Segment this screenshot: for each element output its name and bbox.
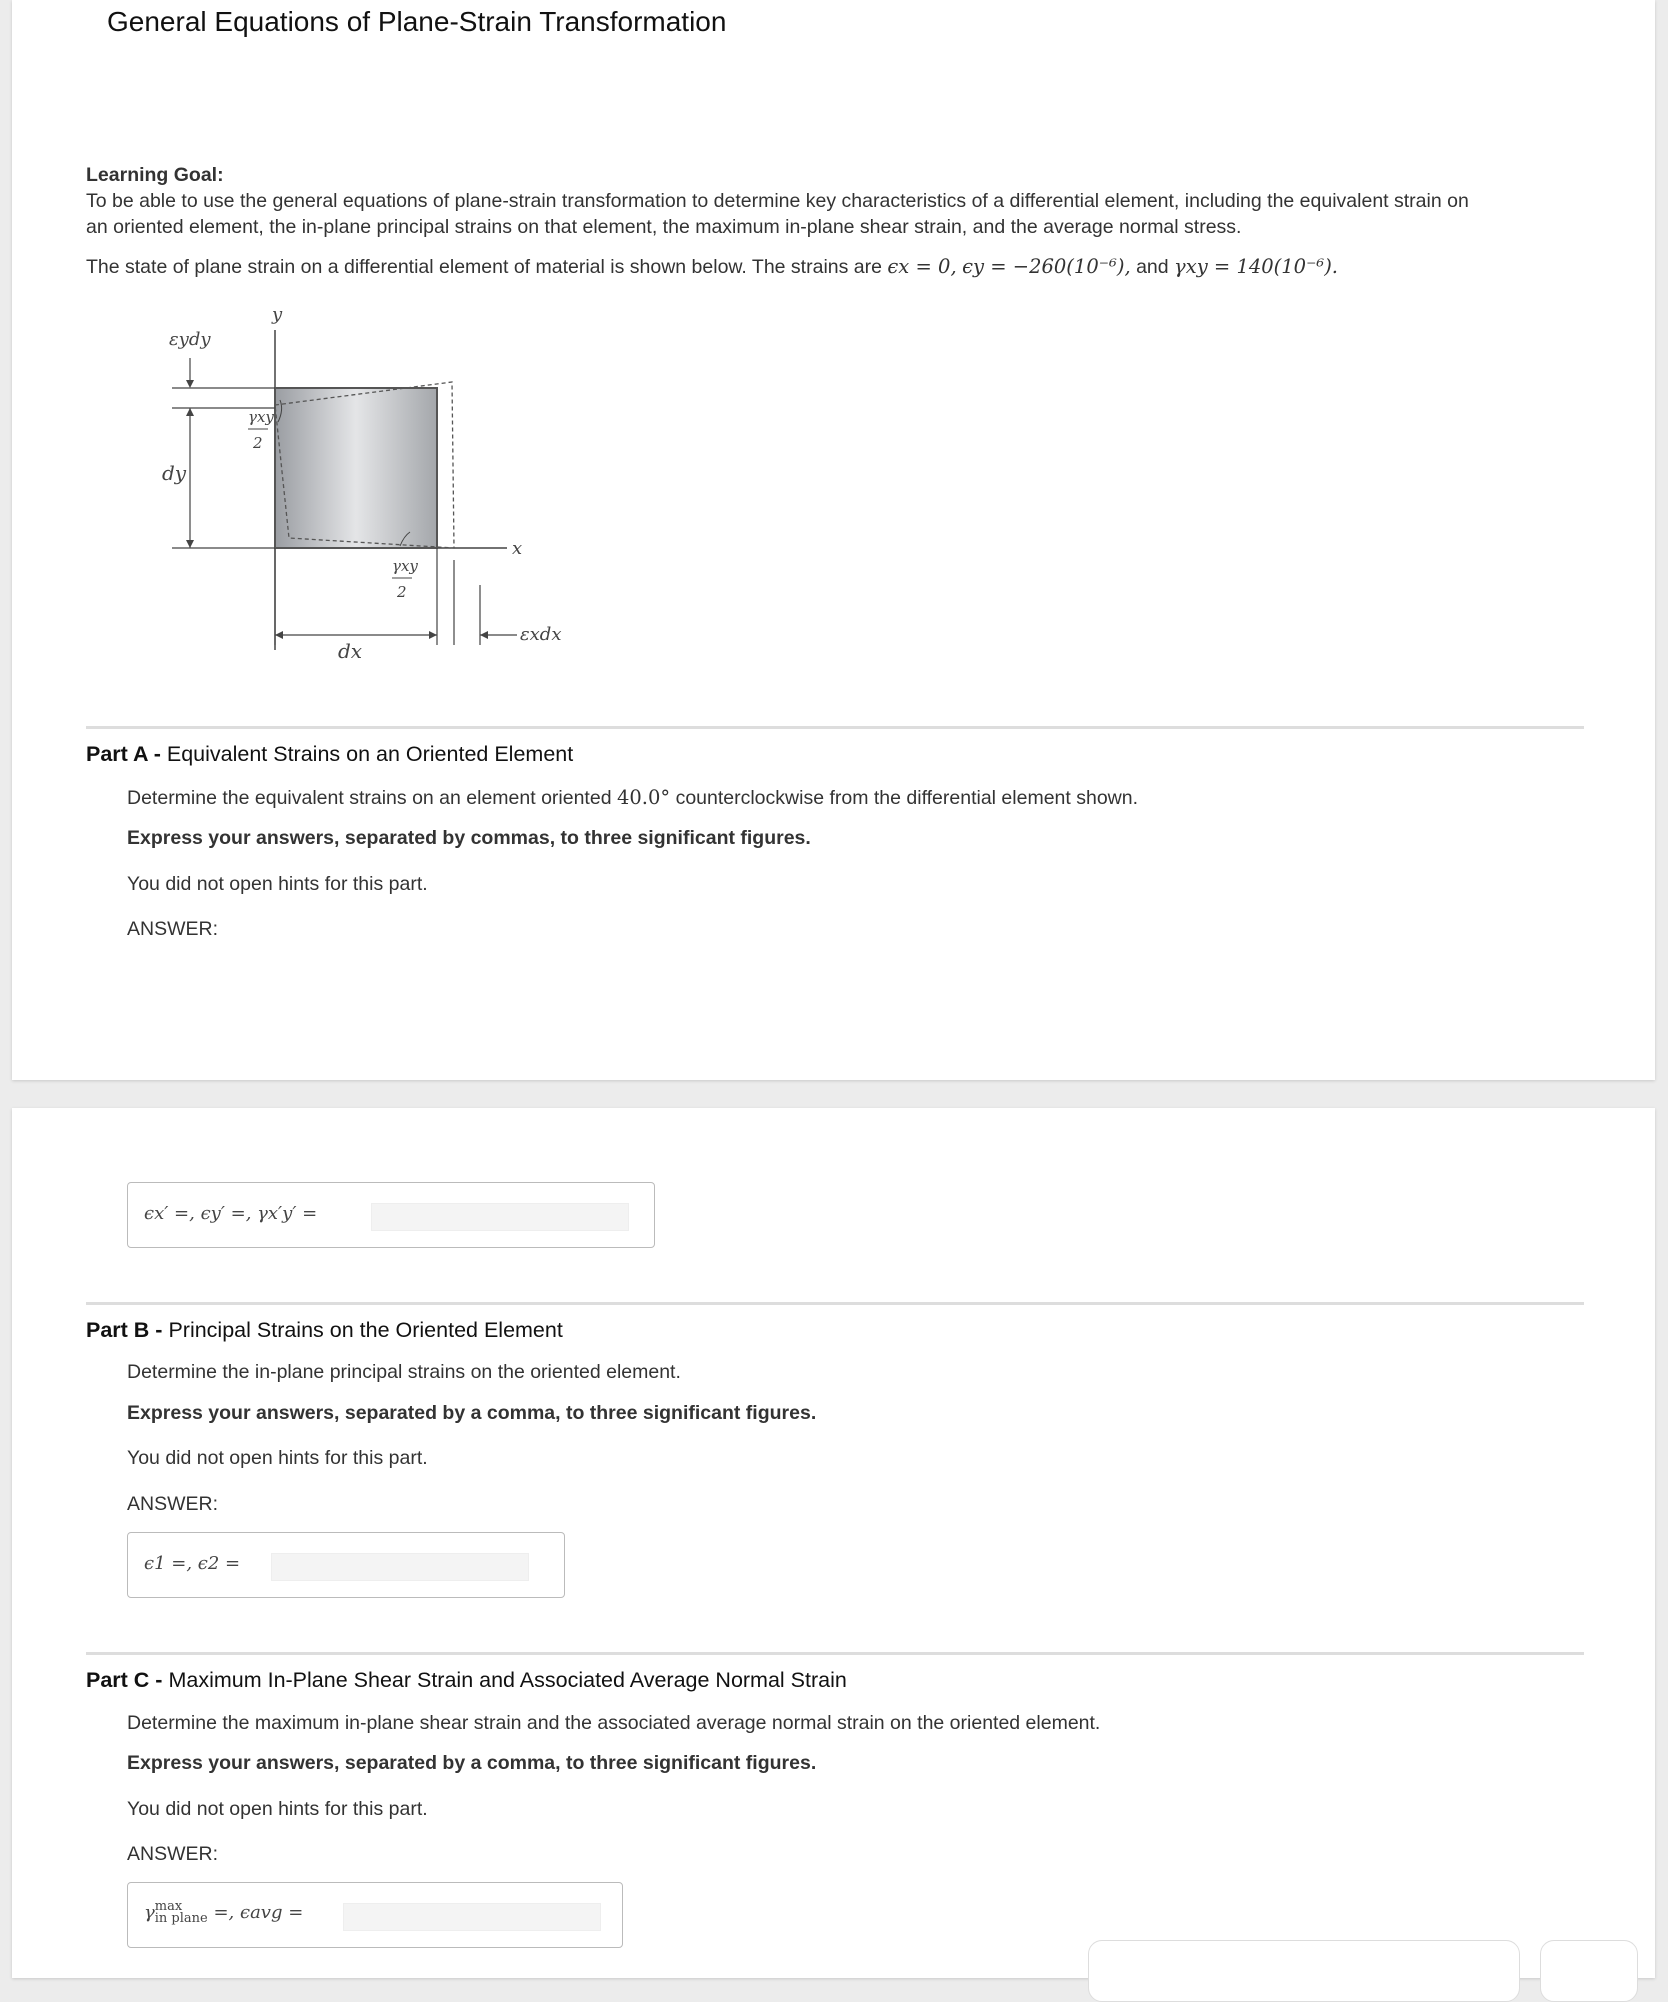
- learning-goal-line1: To be able to use the general equations of plane-strain transformation to determine key characteristics of a differential element, including the equivalent strain on: [86, 190, 1469, 212]
- floating-panel: [1088, 1940, 1520, 2002]
- dy-label: dy: [162, 461, 187, 485]
- gamma-left-den: 2: [253, 434, 263, 452]
- dx-label: dx: [338, 639, 363, 663]
- part-b-answer-expr: ϵ1 =, ϵ2 =: [144, 1553, 241, 1574]
- part-c-rest: =, ϵavg =: [213, 1902, 304, 1923]
- part-c-label: Part C -: [86, 1668, 163, 1692]
- part-b-label: Part B -: [86, 1318, 163, 1342]
- strain-intro: The state of plane strain on a differential element of material is shown below. The strains are: [86, 256, 882, 278]
- part-b-hints: You did not open hints for this part.: [127, 1447, 428, 1469]
- page-title: General Equations of Plane-Strain Transformation: [107, 6, 727, 37]
- part-c-hints: You did not open hints for this part.: [127, 1798, 428, 1820]
- part-c-answer-input[interactable]: [343, 1903, 601, 1931]
- strain-gamma-xy: γxy = 140(10⁻⁶).: [1174, 255, 1339, 278]
- part-b-answer-label: ANSWER:: [127, 1493, 219, 1515]
- part-b-divider: [86, 1302, 1584, 1305]
- part-b-answer-input[interactable]: [271, 1553, 529, 1581]
- part-c-sub: in plane: [154, 1911, 208, 1926]
- part-a-title-text: Equivalent Strains on an Oriented Element: [166, 742, 574, 766]
- gamma-left-num: γxy: [248, 408, 274, 426]
- part-c-answer-expr: [144, 1901, 303, 1925]
- part-c-answer-box: [127, 1882, 623, 1948]
- y-axis-label: y: [272, 304, 283, 325]
- eps-y-dy-label: εydy: [169, 329, 211, 350]
- learning-goal-line2: an oriented element, the in-plane principal strains on that element, the maximum in-plane shear strain, and the average normal stress.: [86, 216, 1242, 238]
- part-a-label: Part A -: [86, 742, 161, 766]
- strain-element-figure: [142, 300, 582, 670]
- part-c-title-text: Maximum In-Plane Shear Strain and Associated Average Normal Strain: [168, 1668, 847, 1692]
- gamma-bottom-num: γxy: [392, 557, 418, 575]
- part-c-sup: max: [154, 1899, 183, 1914]
- part-a-angle: 40.0°: [616, 786, 671, 809]
- part-a-instruction: Express your answers, separated by commas, to three significant figures.: [127, 827, 811, 849]
- part-a-title: [86, 742, 573, 767]
- strain-eps-x: ϵx = 0,: [887, 255, 957, 278]
- part-a-answer-label: ANSWER:: [127, 918, 219, 940]
- part-a-answer-expr: ϵx′ =, ϵy′ =, γx′y′ =: [144, 1203, 318, 1224]
- part-a-prompt-post: counterclockwise from the differential element shown.: [675, 787, 1139, 809]
- part-c-instruction: Express your answers, separated by a comma, to three significant figures.: [127, 1752, 817, 1774]
- part-b-title-text: Principal Strains on the Oriented Element: [168, 1318, 563, 1342]
- part-c-prompt: Determine the maximum in-plane shear strain and the associated average normal strain on the oriented element.: [127, 1712, 1101, 1734]
- part-c-divider: [86, 1652, 1584, 1655]
- part-c-gamma: γ: [144, 1902, 155, 1923]
- strain-statement: [86, 255, 1338, 279]
- part-c-answer-label: ANSWER:: [127, 1843, 219, 1865]
- problem-card: [12, 0, 1655, 1080]
- deformed-element: [275, 388, 437, 548]
- strain-eps-y: ϵy = −260(10⁻⁶),: [962, 255, 1131, 278]
- part-b-instruction: Express your answers, separated by a comma, to three significant figures.: [127, 1402, 817, 1424]
- answer-card: [12, 1108, 1655, 1978]
- part-b-title: [86, 1318, 563, 1343]
- eps-x-dx-label: εxdx: [520, 624, 562, 645]
- part-a-answer-input[interactable]: [371, 1203, 629, 1231]
- part-a-divider: [86, 726, 1584, 729]
- part-a-answer-box: [127, 1182, 655, 1248]
- part-a-prompt: [127, 785, 1138, 811]
- floating-button[interactable]: [1540, 1940, 1638, 2002]
- x-axis-label: x: [512, 538, 523, 559]
- part-c-title: [86, 1668, 847, 1693]
- part-a-prompt-pre: Determine the equivalent strains on an element oriented: [127, 787, 612, 809]
- part-b-answer-box: [127, 1532, 565, 1598]
- gamma-bottom-den: 2: [397, 583, 407, 601]
- learning-goal-heading: Learning Goal:: [86, 164, 224, 186]
- strain-and: and: [1136, 256, 1169, 278]
- part-a-hints: You did not open hints for this part.: [127, 873, 428, 895]
- part-b-prompt: Determine the in-plane principal strains on the oriented element.: [127, 1361, 681, 1383]
